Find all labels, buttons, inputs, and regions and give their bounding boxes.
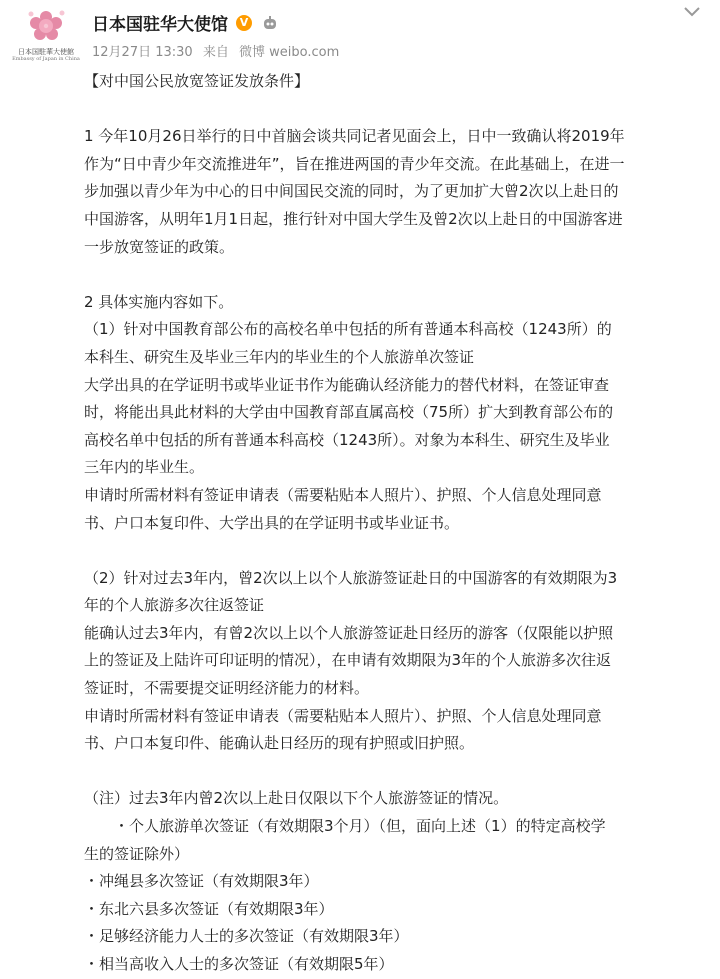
post-text-line: ・个人旅游单次签证（有效期限3个月）（但，面向上述（1）的特定高校学 (84, 817, 606, 836)
verified-icon: V (236, 15, 252, 31)
post-header (0, 0, 720, 72)
post-text-line: （注）过去3年内曾2次以上赴日仅限以下个人旅游签证的情况。 (84, 789, 509, 808)
post-text-line: 生的签证除外） (84, 844, 190, 863)
post-text-line: ・相当高收入人士的多次签证（有效期限5年） (84, 955, 394, 973)
avatar[interactable] (12, 8, 80, 68)
cherry-blossom-logo-icon (24, 8, 68, 46)
post-text-line: 签证时，不需要提交证明经济能力的材料。 (84, 679, 370, 698)
avatar-caption: 日本国駐華大使館 (18, 48, 74, 56)
blank-line (84, 261, 704, 289)
post-text-line: 作为“日中青少年交流推进年”，旨在推进两国的青少年交流。在此基础上，在进一 (84, 154, 625, 173)
avatar-caption-en: Embassy of Japan in China (12, 56, 80, 62)
post-text-line: 一步放宽签证的政策。 (84, 237, 235, 256)
post-text-line: 大学出具的在学证明书或毕业证书作为能确认经济能力的替代材料，在签证审查 (84, 375, 610, 394)
post-text-line: 本科生、研究生及毕业三年内的毕业生的个人旅游单次签证 (84, 347, 475, 366)
post-text-line: 申请时所需材料有签证申请表（需要粘贴本人照片）、护照、个人信息处理同意 (84, 706, 602, 725)
post-text-line: 【对中国公民放宽签证发放条件】 (84, 72, 310, 90)
post-text-line: 1 今年10月26日举行的日中首脑会谈共同记者见面会上，日中一致确认将2019年 (84, 127, 625, 146)
post-text-line: ・东北六县多次签证（有效期限3年） (84, 899, 334, 918)
post-text-line: ・足够经济能力人士的多次签证（有效期限3年） (84, 927, 409, 946)
post-text-line: （1）针对中国教育部公布的高校名单中包括的所有普通本科高校（1243所）的 (84, 320, 612, 339)
post-text-line: （2）针对过去3年内，曾2次以上以个人旅游签证赴日的中国游客的有效期限为3 (84, 568, 618, 587)
post-text-line: 中国游客，从明年1月1日起，推行针对中国大学生及曾2次以上赴日的中国游客进 (84, 209, 623, 228)
account-row (92, 10, 278, 35)
post-text-line: 步加强以青少年为中心的日中间国民交流的同时，为了更加扩大曾2次以上赴日的 (84, 182, 619, 201)
post-text-line: 三年内的毕业生。 (84, 458, 205, 477)
post-text-line: ・冲绳县多次签证（有效期限3年） (84, 872, 319, 891)
post-text-line: 年的个人旅游多次往返签证 (84, 596, 265, 615)
chevron-down-icon[interactable] (682, 4, 702, 20)
post-source[interactable]: 微博 weibo.com (238, 45, 340, 60)
robot-icon (262, 15, 278, 31)
post-text-line: 书、户口本复印件、大学出具的在学证明书或毕业证书。 (84, 513, 460, 532)
blank-line (84, 758, 704, 786)
post-text-line: 时，将能出具此材料的大学由中国教育部直属高校（75所）扩大到教育部公布的 (84, 403, 614, 422)
post-meta (92, 41, 345, 60)
post-text-line: 书、户口本复印件、能确认赴日经历的现有护照或旧护照。 (84, 734, 475, 753)
post-text-line: 能确认过去3年内，有曾2次以上以个人旅游签证赴日经历的游客（仅限能以护照 (84, 623, 614, 642)
post-text-line: 2 具体实施内容如下。 (84, 292, 234, 311)
post-body (84, 68, 704, 979)
post-text-line: 上的签证及上陆许可印证明的情况），在申请有效期限为3年的个人旅游多次往返 (84, 651, 612, 670)
blank-line (84, 96, 704, 124)
post-time[interactable]: 12月27日 13:30 (92, 45, 193, 60)
account-name[interactable]: 日本国驻华大使馆 (92, 15, 228, 35)
blank-line (84, 537, 704, 565)
source-prefix: 来自 (202, 45, 229, 60)
post-text-line: 高校名单中包括的所有普通本科高校（1243所）。对象为本科生、研究生及毕业 (84, 430, 610, 449)
post-text-line: 申请时所需材料有签证申请表（需要粘贴本人照片）、护照、个人信息处理同意 (84, 485, 602, 504)
